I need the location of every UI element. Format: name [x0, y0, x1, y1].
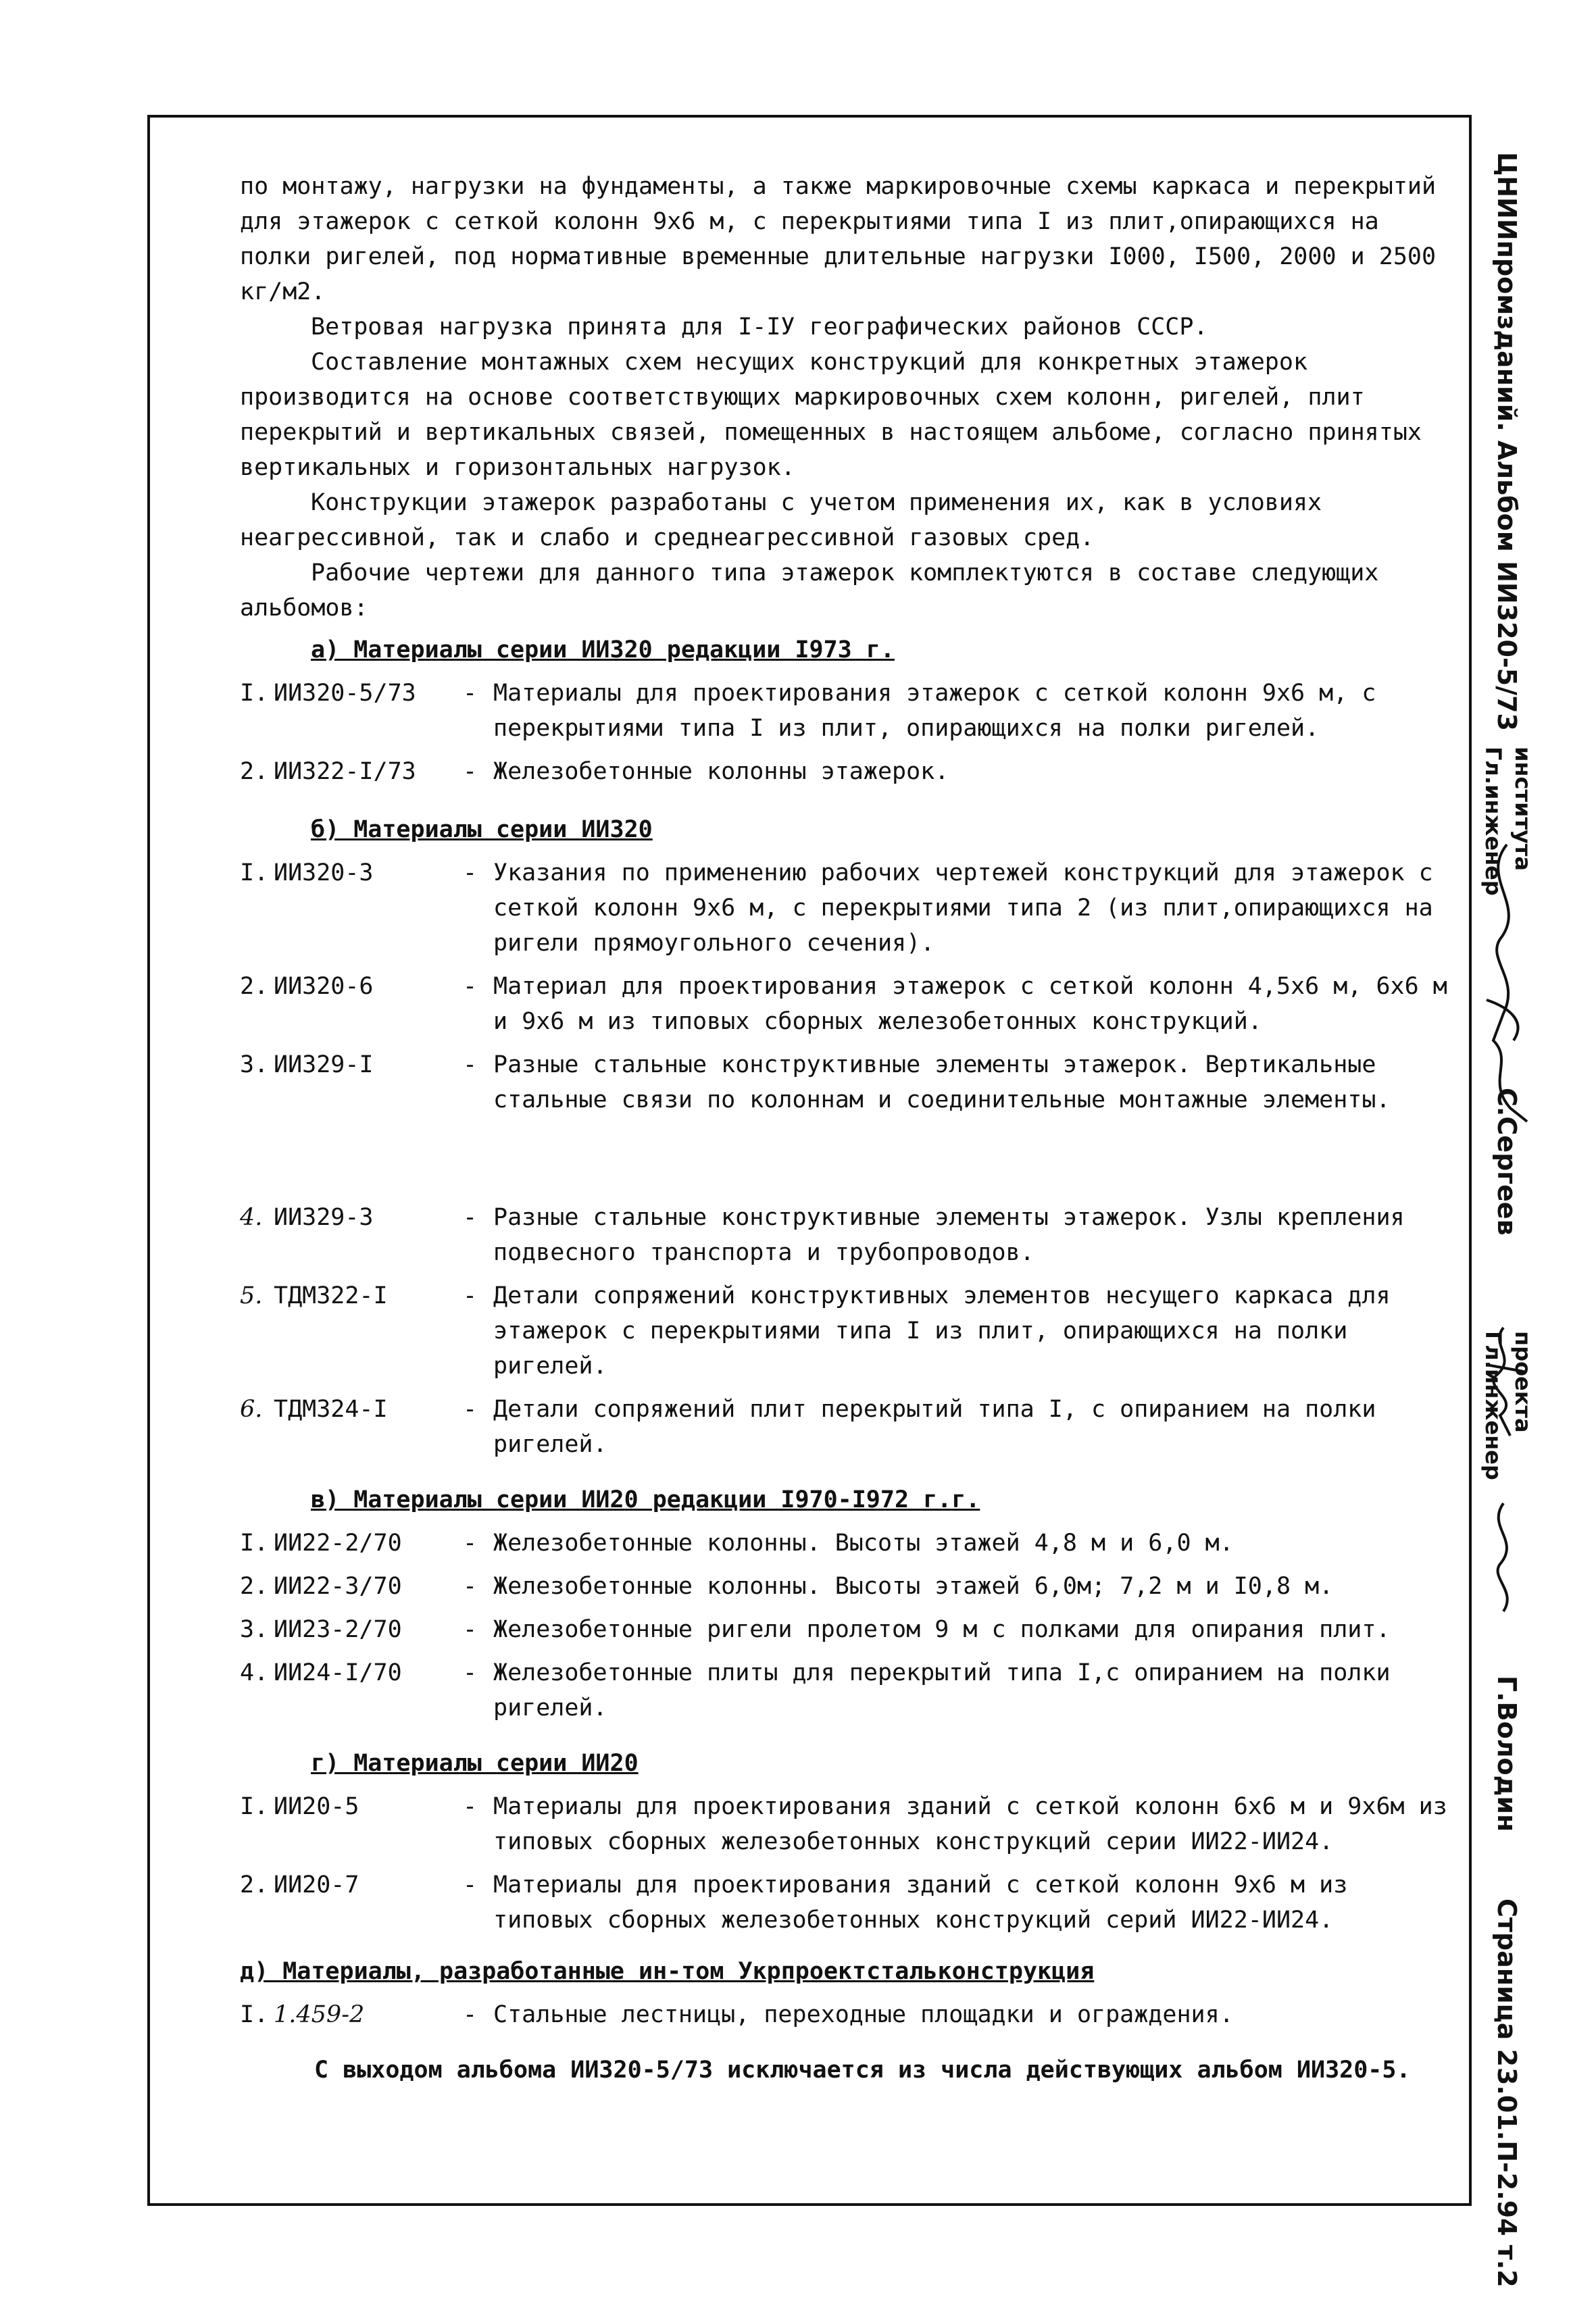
chief-engineer-name: С.Сергеев — [1492, 1088, 1522, 1236]
section-a-heading: а) Материалы серии ИИ320 редакции I973 г. — [311, 636, 895, 663]
list-item: 2. ИИ20-7 - Материалы для проектирования зданий с сеткой колонн 9х6 м из типовых сборных железобетонных конструкций серий ИИ22-ИИ24. — [240, 1871, 1348, 1934]
signature-project-engineer — [1470, 1324, 1537, 1439]
list-item: I. 1.459-2 - Стальные лестницы, переходные площадки и ограждения. — [240, 2001, 1234, 2028]
project-engineer-label-1: Гл.инженер — [1480, 1331, 1506, 1480]
paragraph-albums-intro: Рабочие чертежи для данного типа этажерок комплектуются в составе следующих альбомов: — [240, 559, 1379, 622]
list-item: 6. ТДМ324-I - Детали сопряжений плит перекрытий типа I, с опиранием на полки ригелей. — [240, 1396, 1376, 1458]
list-item: I. ИИ320-3 - Указания по применению рабочих чертежей конструкций для этажерок с сеткой колонн 9х6 м, с перекрытиями типа 2 (из плит,опирающихся на ригели прямоугольного сечения). — [240, 859, 1433, 957]
chief-engineer-label-2: института — [1510, 747, 1536, 872]
spacer — [240, 1117, 1449, 1192]
list-item: I. ИИ22-2/70 - Железобетонные колонны. Высоты этажей 4,8 м и 6,0 м. — [240, 1530, 1234, 1557]
section-b-heading: б) Материалы серии ИИ320 — [311, 816, 653, 843]
signature-volodin — [1473, 1500, 1534, 1615]
section-v-heading: в) Материалы серии ИИ20 редакции I970-I972 г.г. — [311, 1486, 980, 1513]
section-g-heading: г) Материалы серии ИИ20 — [311, 1750, 639, 1777]
list-item: 3. ИИ23-2/70 - Железобетонные ригели пролетом 9 м с полками для опирания плит. — [240, 1616, 1391, 1643]
list-item: I. ИИ320-5/73 - Материалы для проектирования этажерок с сеткой колонн 9х6 м, с перекрытиями типа I из плит, опирающихся на полки ригелей. — [240, 680, 1376, 742]
page-number: Страница 2 — [1492, 1898, 1522, 2067]
intro-paragraph: по монтажу, нагрузки на фундаменты, а также маркировочные схемы каркаса и перекрытий для этажерок с сеткой колонн 9х6 м, с перекрытиями типа I из плит,опирающихся на полки ригелей, под нормативные временные длительные нагрузки I000, I500, 2000 и 2500 кг/м2. — [240, 173, 1437, 305]
list-item: 4. ИИ329-3 - Разные стальные конструктивные элементы этажерок. Узлы крепления подвесного транспорта и трубопроводов. — [240, 1204, 1405, 1266]
paragraph-wind-load: Ветровая нагрузка принята для I-IУ географических районов СССР. — [311, 313, 1208, 341]
list-item: I. ИИ20-5 - Материалы для проектирования зданий с сеткой колонн 6х6 м и 9х6м из типовых сборных железобетонных конструкций серии ИИ22-ИИ24. — [240, 1793, 1447, 1855]
signature-chief-engineer — [1466, 838, 1547, 1128]
project-engineer-name: Г.Володин — [1492, 1676, 1522, 1832]
list-item: 3. ИИ329-I - Разные стальные конструктивные элементы этажерок. Вертикальные стальные связи по колоннам и соединительные монтажные элементы. — [240, 1051, 1391, 1113]
document-body — [240, 169, 1449, 2088]
project-engineer-label-2: проекта — [1510, 1331, 1536, 1433]
list-item: 2. ИИ22-3/70 - Железобетонные колонны. Высоты этажей 6,0м; 7,2 м и I0,8 м. — [240, 1573, 1334, 1600]
document-code: 3.01.П-2.94 т.2 — [1492, 2067, 1522, 2288]
paragraph-assembly-schemes: Составление монтажных схем несущих конструкций для конкретных этажерок производится на основе соответствующих маркировочных схем колонн, ригелей, плит перекрытий и вертикальных связей, помещенных в настоящем альбоме, согласно принятых вертикальных и горизонтальных нагрузок. — [240, 349, 1422, 481]
paragraph-environment: Конструкции этажерок разработаны с учетом применения их, как в условиях неагрессивной, так и слабо и среднеагрессивной газовых сред. — [240, 489, 1322, 551]
chief-engineer-label-1: Гл.инженер — [1480, 747, 1506, 896]
title-block-strip — [1476, 115, 1564, 2288]
list-item: 5. ТДМ322-I - Детали сопряжений конструктивных элементов несущего каркаса для этажерок с перекрытиями типа I из плит, опирающихся на полки ригелей. — [240, 1282, 1391, 1380]
album-title: ЦНИИпромзданий. Альбом ИИ320-5/73 — [1492, 152, 1522, 731]
final-note: С выходом альбома ИИ320-5/73 исключается из числа действующих альбом ИИ320-5. — [314, 2057, 1411, 2084]
list-item: 2. ИИ320-6 - Материал для проектирования этажерок с сеткой колонн 4,5х6 м, 6х6 м и 9х6 м из типовых сборных железобетонных конструкций. — [240, 973, 1447, 1035]
section-d-heading: д) Материалы, разработанные ин-том Укрпроектстальконструкция — [240, 1958, 1095, 1985]
list-item: 2. ИИ322-I/73 - Железобетонные колонны этажерок. — [240, 758, 949, 785]
list-item: 4. ИИ24-I/70 - Железобетонные плиты для перекрытий типа I,с опиранием на полки ригелей. — [240, 1659, 1391, 1721]
